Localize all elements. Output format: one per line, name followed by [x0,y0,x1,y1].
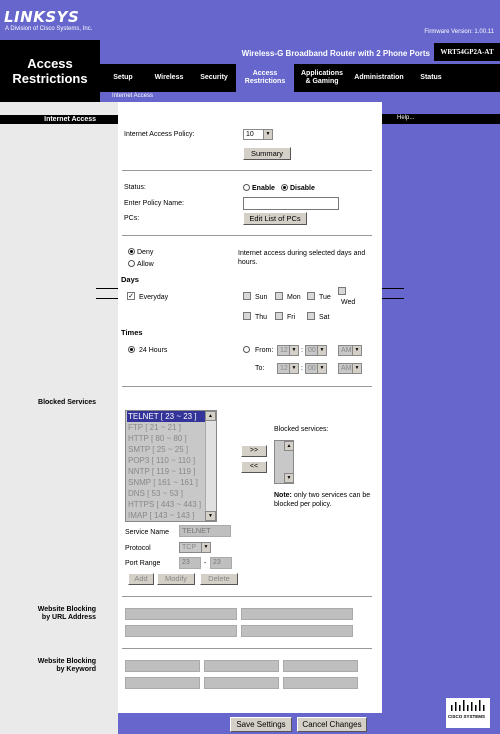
to-minute-select[interactable] [305,363,327,374]
divider [122,648,372,649]
tab-wireless[interactable]: Wireless [154,74,184,81]
subnav-internet-access[interactable]: Internet Access [112,93,154,99]
url-input-3[interactable] [125,625,237,637]
day-thu-label: Thu [255,314,268,321]
day-tue-checkbox[interactable] [307,292,315,300]
day-fri-label: Fri [287,314,296,321]
chevron-down-icon: ▼ [317,364,326,373]
cisco-logo [446,698,490,728]
enable-label: Enable [252,185,275,192]
to-hour-select[interactable] [277,363,299,374]
deny-label: Deny [137,249,154,256]
24-hours-radio[interactable] [128,346,135,353]
tab-status[interactable]: Status [420,74,442,81]
protocol-value: TCP [182,544,196,551]
tab-administration[interactable]: Administration [354,74,404,81]
divider [122,170,372,171]
disable-radio[interactable] [281,184,288,191]
deny-radio[interactable] [128,248,135,255]
day-sun-checkbox[interactable] [243,292,251,300]
port-from-input[interactable]: 23 [179,557,201,569]
section-label-keyword-blocking-1: Website Blocking [37,658,96,665]
day-tue-label: Tue [319,294,331,301]
day-fri-checkbox[interactable] [275,312,283,320]
tab-applications-gaming[interactable] [294,64,350,92]
scroll-down-icon[interactable]: ▼ [205,511,216,521]
tab-access-restrictions[interactable] [236,64,294,92]
service-item[interactable]: FTP [ 21 ~ 21 ] [128,423,181,432]
keyword-input-6[interactable] [283,677,358,689]
section-label-internet-access: Internet Access [44,116,96,123]
chevron-down-icon: ▼ [352,346,361,355]
service-item[interactable]: NNTP [ 119 ~ 119 ] [128,467,196,476]
service-item[interactable]: IMAP [ 143 ~ 143 ] [128,511,195,520]
day-mon-label: Mon [287,294,301,301]
day-wed-label: Wed [341,299,356,306]
tab-label-line-1: Applications [300,70,343,77]
service-item[interactable]: POP3 [ 110 ~ 110 ] [128,456,196,465]
day-mon-checkbox[interactable] [275,292,283,300]
port-range-separator: - [204,560,207,567]
blocked-services-note [274,491,374,509]
service-item[interactable]: TELNET [ 23 ~ 23 ] [127,411,205,422]
allow-label: Allow [137,261,154,268]
policy-name-label: Enter Policy Name: [124,200,184,207]
protocol-label: Protocol [125,545,151,552]
from-ampm-value: AM [341,347,352,354]
firmware-version: Firmware Version: 1.00.11 [424,29,494,35]
from-minute-select[interactable] [305,345,327,356]
page-title-line-1: Access [27,56,73,71]
keyword-input-1[interactable] [125,660,200,672]
chevron-down-icon: ▼ [263,130,272,139]
tab-label-line-1: Access [252,70,278,77]
to-hour-value: 12 [280,365,288,372]
page-title-line-2: Restrictions [12,71,88,86]
policy-value: 10 [246,131,254,138]
port-to-input[interactable]: 23 [210,557,232,569]
day-sun-label: Sun [255,294,268,301]
model-number: WRT54GP2A-AT [434,43,500,61]
modify-button[interactable]: Modify [157,573,195,585]
url-input-1[interactable] [125,608,237,620]
url-input-4[interactable] [241,625,353,637]
chevron-down-icon: ▼ [289,346,298,355]
times-title: Times [121,328,143,337]
brand-subtitle: A Division of Cisco Systems, Inc. [5,26,93,32]
access-description: Internet access during selected days and hours. [238,250,366,266]
divider [96,288,118,289]
from-ampm-select[interactable] [338,345,362,356]
port-range-label: Port Range [125,560,161,567]
page-title [0,40,100,102]
status-label: Status: [124,184,146,191]
time-range-radio[interactable] [243,346,250,353]
section-label-url-blocking-2: by URL Address [41,614,96,621]
time-separator: : [301,365,303,372]
note-text: only two services can be blocked per policy. [274,492,371,508]
note-bold: Note: [274,492,292,499]
cisco-logo-text: CISCO SYSTEMS [448,714,486,719]
service-item[interactable]: SNMP [ 161 ~ 161 ] [128,478,198,487]
to-ampm-select[interactable] [338,363,362,374]
scroll-up-icon[interactable]: ▲ [205,411,216,421]
tab-label-line-2: Restrictions [244,78,286,85]
keyword-input-2[interactable] [204,660,279,672]
tab-label-line-2: & Gaming [305,78,339,85]
tab-setup[interactable]: Setup [113,74,133,81]
service-item[interactable]: SMTP [ 25 ~ 25 ] [128,445,189,454]
chevron-down-icon: ▼ [317,346,326,355]
add-service-arrow-button[interactable]: >> [241,445,267,457]
service-name-label: Service Name [125,529,169,536]
divider [382,298,404,299]
chevron-down-icon: ▼ [352,364,361,373]
disable-label: Disable [290,185,315,192]
days-title: Days [121,275,139,284]
blocked-services-label: Blocked services: [274,426,329,433]
to-label: To: [255,365,265,372]
service-item[interactable]: HTTP [ 80 ~ 80 ] [128,434,187,443]
delete-button[interactable]: Delete [200,573,238,585]
everyday-checkbox[interactable]: ✓ [128,293,134,300]
scroll-up-icon[interactable]: ▲ [284,441,294,451]
summary-button[interactable]: Summary [243,147,291,160]
save-settings-button[interactable]: Save Settings [230,717,292,732]
from-hour-value: 12 [280,347,288,354]
linksys-logo: LINKSYS [4,8,80,26]
keyword-input-4[interactable] [125,677,200,689]
to-minute-value: 00 [308,365,316,372]
product-name: Wireless-G Broadband Router with 2 Phone Ports [241,49,430,58]
divider [96,298,118,299]
policy-select[interactable] [243,129,273,140]
divider [122,235,372,236]
section-label-keyword-blocking-2: by Keyword [56,666,96,673]
section-label-blocked-services: Blocked Services [38,399,96,406]
cisco-bars-icon [447,699,489,713]
day-wed-checkbox[interactable] [338,287,346,295]
edit-pcs-button[interactable]: Edit List of PCs [243,212,307,225]
policy-name-input[interactable] [243,197,339,210]
allow-radio[interactable] [128,260,135,267]
to-ampm-value: AM [341,365,352,372]
divider [122,386,372,387]
remove-service-arrow-button[interactable]: << [241,461,267,473]
service-name-input[interactable]: TELNET [179,525,231,537]
keyword-input-3[interactable] [283,660,358,672]
protocol-select[interactable] [179,542,211,553]
services-scrollbar[interactable] [205,411,216,521]
service-item[interactable]: HTTPS [ 443 ~ 443 ] [128,500,202,509]
from-label: From: [255,347,274,354]
time-separator: : [301,347,303,354]
policy-label: Internet Access Policy: [124,131,195,138]
tab-security[interactable]: Security [200,74,228,81]
scroll-down-icon[interactable]: ▼ [284,473,294,483]
24-hours-label: 24 Hours [139,347,168,354]
enable-radio[interactable] [243,184,250,191]
divider [122,596,372,597]
day-sat-checkbox[interactable] [307,312,315,320]
chevron-down-icon: ▼ [289,364,298,373]
section-label-url-blocking-1: Website Blocking [37,606,96,613]
keyword-input-5[interactable] [204,677,279,689]
chevron-down-icon: ▼ [201,543,210,552]
day-sat-label: Sat [319,314,330,321]
divider [382,288,404,289]
everyday-label: Everyday [139,294,169,301]
subnav-bar [100,92,500,102]
url-input-2[interactable] [241,608,353,620]
left-column [0,102,118,734]
from-hour-select[interactable] [277,345,299,356]
right-column [382,102,500,734]
pcs-label: PCs: [124,215,140,222]
day-thu-checkbox[interactable] [243,312,251,320]
add-button[interactable]: Add [128,573,154,585]
from-minute-value: 00 [308,347,316,354]
help-link[interactable]: Help... [397,115,415,121]
cancel-changes-button[interactable]: Cancel Changes [297,717,367,732]
service-item[interactable]: DNS [ 53 ~ 53 ] [128,489,183,498]
